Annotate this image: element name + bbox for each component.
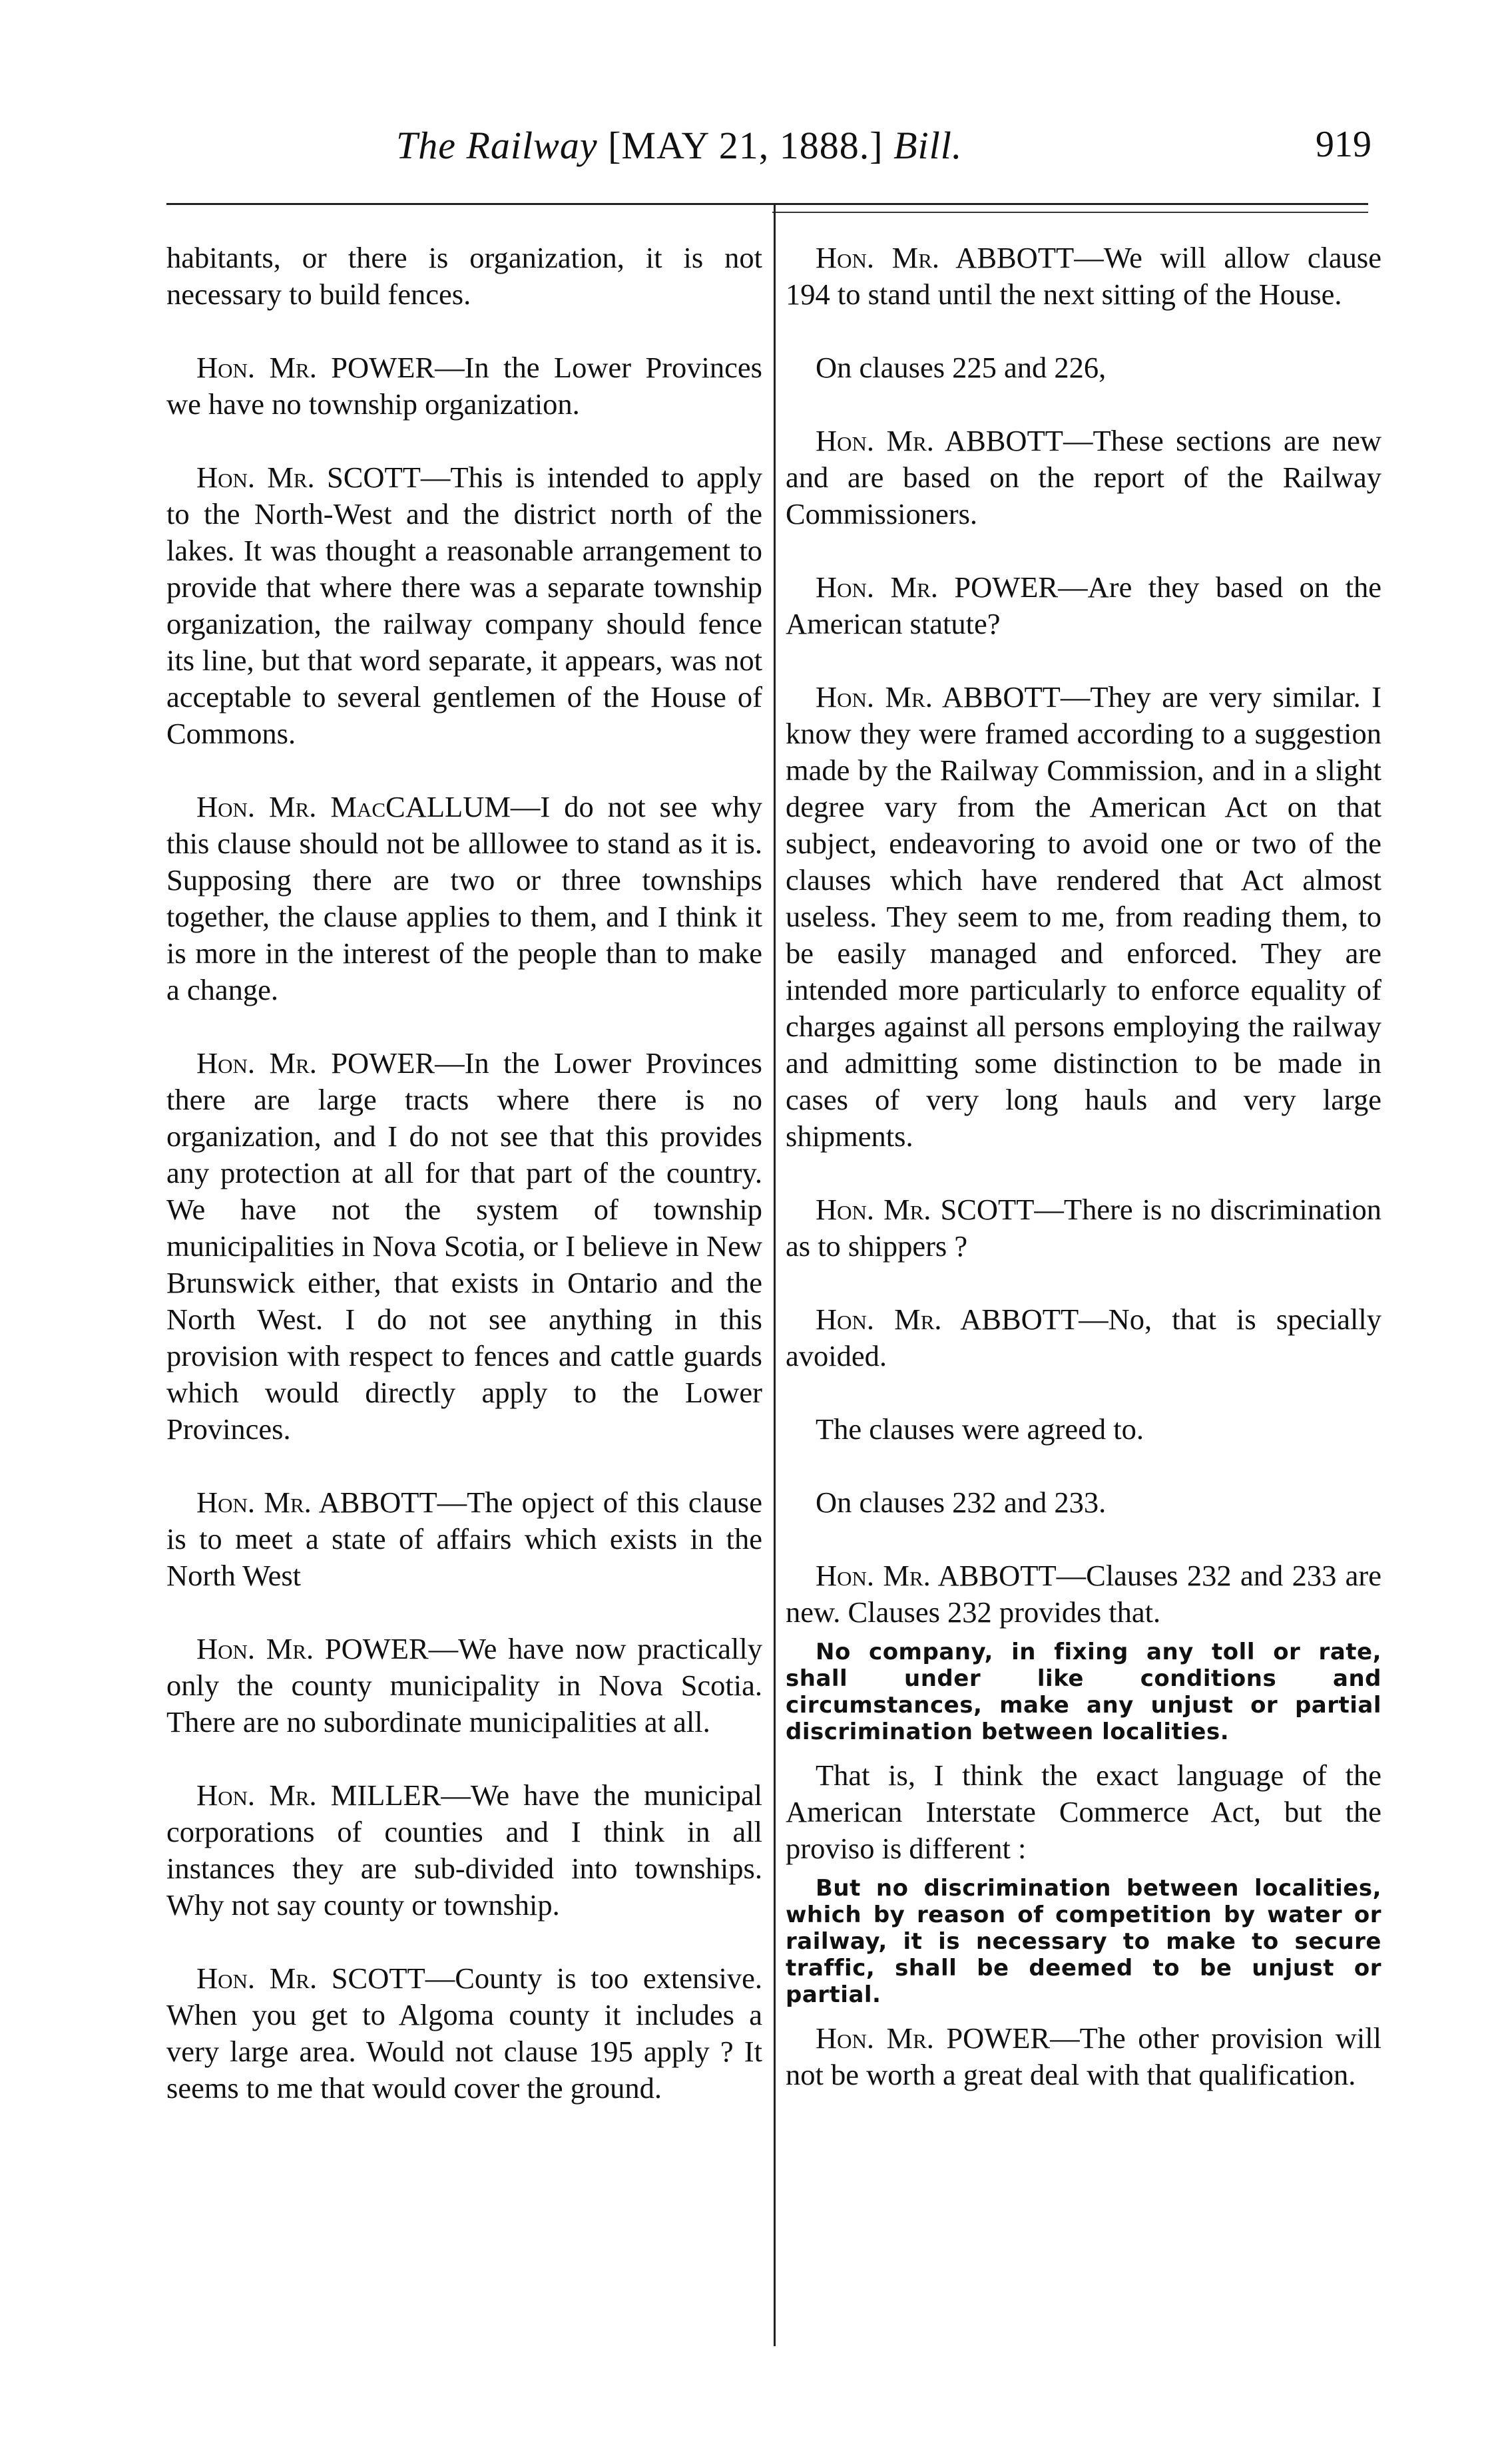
- speaker-name: Hon. Mr. ABBOTT: [816, 1303, 1079, 1336]
- column-divider: [774, 203, 776, 2346]
- speech-paragraph: [166, 459, 762, 752]
- speech-text: —No, that is specially avoided.: [786, 1303, 1381, 1372]
- speech-text: —They are very similar. I know they were framed according to a suggestion made by the Railway Commission, and in a slight degree vary from the American Act on that subject, endeavoring to avoid one or two of the clauses which have rendered that Act almost useless. They seem to me, from reading them, to be easily managed and enforced. They are intended more particularly to enforce equality of charges against all persons employing the railway and admitting some distinction to be made in cases of very long hauls and very large shipments.: [786, 680, 1382, 1153]
- text-paragraph: On clauses 232 and 233.: [816, 1486, 1107, 1519]
- speech-text: —The other provision will not be worth a great deal with that qualification.: [786, 2021, 1381, 2091]
- speaker-name: Hon. Mr. MILLER: [196, 1778, 441, 1812]
- speech-paragraph: [166, 1045, 762, 1448]
- speech-text: —These sections are new and are based on the report of the Railway Commissioners.: [786, 424, 1381, 530]
- speaker-name: Hon. Mr. SCOTT: [196, 461, 421, 494]
- text-paragraph: habitants, or there is organization, it is not necessary to build fences.: [166, 241, 762, 311]
- speech-paragraph: [166, 789, 762, 1008]
- speaker-name: Hon. Mr. POWER: [196, 351, 435, 384]
- speaker-name: Hon. Mr. POWER: [196, 1046, 435, 1080]
- header-rule: [166, 203, 1368, 205]
- page-header: [166, 123, 1378, 176]
- speaker-name: Hon. Mr. POWER: [816, 570, 1059, 604]
- title-suffix: Bill.: [893, 124, 963, 167]
- speaker-name: Hon. Mr. POWER: [196, 1632, 429, 1665]
- speech-paragraph: [166, 1484, 762, 1594]
- speaker-name: Hon. Mr. ABBOTT: [196, 1486, 437, 1519]
- speech-text: —The opject of this clause is to meet a state of affairs which exists in the North West: [166, 1486, 763, 1592]
- speech-text: —County is too extensive. When you get to Algoma county it includes a very large area. Would not clause 195 apply ? It seems to me that would cover the ground.: [166, 1961, 763, 2105]
- running-title: [396, 123, 962, 168]
- speech-paragraph: [786, 2020, 1381, 2093]
- speech-text: —In the Lower Provinces we have no township organization.: [166, 351, 762, 421]
- speaker-name: Hon. Mr. POWER: [816, 2021, 1051, 2055]
- speech-text: —Are they based on the American statute?: [786, 570, 1382, 640]
- speech-paragraph: [166, 349, 762, 423]
- right-column: [786, 240, 1381, 2130]
- speech-paragraph: [786, 1191, 1381, 1265]
- text-paragraph: That is, I think the exact language of the American Interstate Commerce Act, but the proviso is different :: [786, 1758, 1381, 1865]
- text-paragraph: The clauses were agreed to.: [816, 1412, 1144, 1446]
- speaker-name: Hon. Mr. MacCALLUM: [196, 790, 511, 823]
- quoted-clause: No company, in fixing any toll or rate, shall under like conditions and circumstances, make any unjust or partial discrimination between localities.: [786, 1639, 1381, 1745]
- left-column: [166, 240, 762, 2143]
- page-number: 919: [1316, 124, 1371, 165]
- speech-text: —We have the municipal corporations of counties and I think in all instances they are sub-divided into townships. Why not say county or township.: [166, 1778, 762, 1922]
- title-date: [MAY 21, 1888.]: [608, 124, 883, 167]
- speaker-name: Hon. Mr. ABBOTT: [816, 424, 1063, 457]
- speech-text: —In the Lower Provinces there are large tracts where there is no organization, and I do not see that this provides any protection at all for that part of the country. We have not the system of township municipalities in Nova Scotia, or I believe in New Brunswick either, that exists in Ontario and the North West. I do not see anything in this provision with respect to fences and cattle guards which would directly apply to the Lower Provinces.: [166, 1046, 762, 1446]
- speaker-name: Hon. Mr. ABBOTT: [816, 680, 1061, 714]
- speech-paragraph: [786, 1301, 1381, 1374]
- speech-text: —We will allow clause 194 to stand until the next sitting of the House.: [786, 241, 1381, 311]
- speech-text: —Clauses 232 and 233 are new. Clauses 232 provides that.: [786, 1559, 1381, 1629]
- speaker-name: Hon. Mr. SCOTT: [196, 1961, 425, 1995]
- speaker-name: Hon. Mr. ABBOTT: [816, 1559, 1057, 1592]
- quoted-clause: But no discrimination between localities, which by reason of competition by water or railway, it is necessary to make to secure traffic, shall be deemed to be unjust or partial.: [786, 1875, 1381, 2008]
- title-prefix: The Railway: [396, 124, 598, 167]
- speech-paragraph: [786, 569, 1381, 642]
- speech-paragraph: [166, 1960, 762, 2107]
- speech-text: —There is no discrimination as to shippers ?: [786, 1193, 1381, 1263]
- text-paragraph: On clauses 225 and 226,: [816, 351, 1107, 384]
- speaker-name: Hon. Mr. SCOTT: [816, 1193, 1035, 1226]
- speech-text: —I do not see why this clause should not be alllowee to stand as it is. Supposing there are two or three townships together, the clause applies to them, and I think it is more in the interest of the people than to make a change.: [166, 790, 762, 1006]
- speech-paragraph: [786, 1557, 1381, 1631]
- speech-paragraph: [786, 679, 1381, 1155]
- speech-text: —We have now practically only the county municipality in Nova Scotia. There are no subordinate municipalities at all.: [166, 1632, 763, 1739]
- header-rule-secondary: [772, 212, 1368, 213]
- speech-paragraph: [786, 240, 1381, 313]
- speech-paragraph: [786, 423, 1381, 532]
- speech-paragraph: [166, 1777, 762, 1924]
- speech-text: —This is intended to apply to the North-West and the district north of the lakes. It was thought a reasonable arrangement to provide that where there was a separate township organization, the railway company should fence its line, but that word separate, it appears, was not acceptable to several gentlemen of the House of Commons.: [166, 461, 762, 750]
- speaker-name: Hon. Mr. ABBOTT: [816, 241, 1075, 274]
- speech-paragraph: [166, 1631, 762, 1741]
